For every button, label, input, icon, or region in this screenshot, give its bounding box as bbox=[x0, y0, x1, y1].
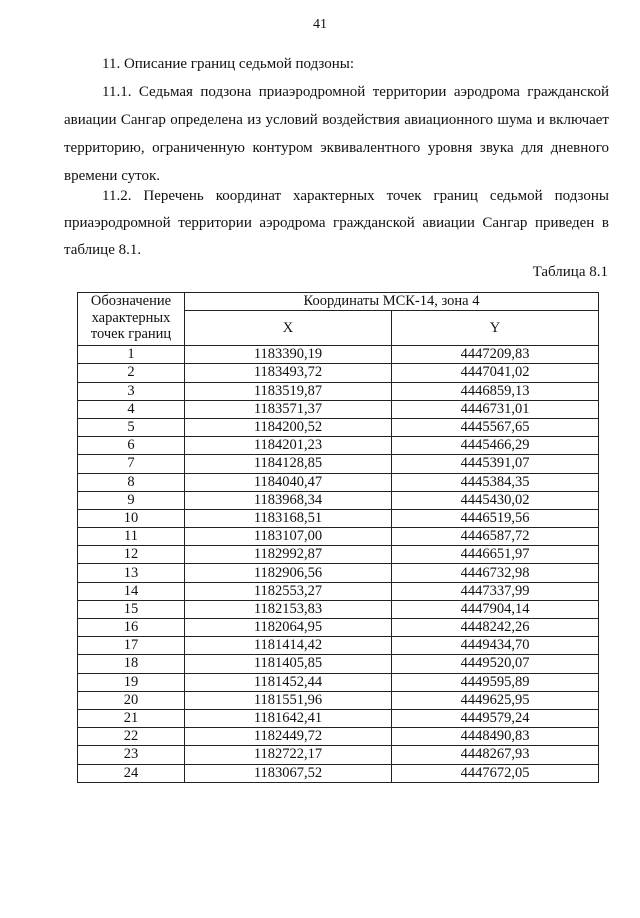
table-row bbox=[78, 637, 599, 655]
x-coordinate-cell: 1183067,52 bbox=[185, 764, 392, 782]
table-row bbox=[78, 709, 599, 727]
point-number-cell: 10 bbox=[78, 509, 185, 527]
point-number-cell: 23 bbox=[78, 746, 185, 764]
para1-line: авиации Сангар определена из условий воздействия авиационного шума и включает bbox=[64, 112, 609, 128]
x-coordinate-cell: 1182153,83 bbox=[185, 600, 392, 618]
x-coordinate-cell: 1181551,96 bbox=[185, 691, 392, 709]
y-coordinate-cell: 4447904,14 bbox=[392, 600, 599, 618]
x-coordinate-cell: 1181405,85 bbox=[185, 655, 392, 673]
page-number: 41 bbox=[313, 17, 327, 32]
heading-text: 11. Описание границ седьмой подзоны: bbox=[102, 56, 354, 72]
table-row bbox=[78, 528, 599, 546]
table-row bbox=[78, 564, 599, 582]
x-coordinate-cell: 1182064,95 bbox=[185, 619, 392, 637]
x-coordinate-cell: 1182992,87 bbox=[185, 546, 392, 564]
x-coordinate-cell: 1181642,41 bbox=[185, 709, 392, 727]
y-coordinate-cell: 4445384,35 bbox=[392, 473, 599, 491]
coordinates-table bbox=[77, 292, 599, 783]
table-row bbox=[78, 491, 599, 509]
y-coordinate-cell: 4447209,83 bbox=[392, 346, 599, 364]
y-coordinate-cell: 4449520,07 bbox=[392, 655, 599, 673]
table-row bbox=[78, 582, 599, 600]
x-coordinate-cell: 1183107,00 bbox=[185, 528, 392, 546]
point-number-cell: 1 bbox=[78, 346, 185, 364]
y-coordinate-cell: 4447672,05 bbox=[392, 764, 599, 782]
y-coordinate-cell: 4447337,99 bbox=[392, 582, 599, 600]
point-number-cell: 20 bbox=[78, 691, 185, 709]
table-row bbox=[78, 509, 599, 527]
point-number-cell: 6 bbox=[78, 437, 185, 455]
y-coordinate-cell: 4449434,70 bbox=[392, 637, 599, 655]
y-coordinate-cell: 4445391,07 bbox=[392, 455, 599, 473]
x-coordinate-cell: 1184201,23 bbox=[185, 437, 392, 455]
point-number-cell: 5 bbox=[78, 418, 185, 436]
x-coordinate-cell: 1184128,85 bbox=[185, 455, 392, 473]
point-number-cell: 19 bbox=[78, 673, 185, 691]
table-row bbox=[78, 455, 599, 473]
table-row bbox=[78, 655, 599, 673]
y-coordinate-cell: 4446731,01 bbox=[392, 400, 599, 418]
x-coordinate-cell: 1183168,51 bbox=[185, 509, 392, 527]
para2-line: 11.2. Перечень координат характерных точек границ седьмой подзоны bbox=[102, 188, 609, 204]
table-row bbox=[78, 437, 599, 455]
point-number-cell: 8 bbox=[78, 473, 185, 491]
x-coordinate-cell: 1183571,37 bbox=[185, 400, 392, 418]
x-coordinate-cell: 1182449,72 bbox=[185, 728, 392, 746]
y-coordinate-cell: 4446587,72 bbox=[392, 528, 599, 546]
point-number-cell: 22 bbox=[78, 728, 185, 746]
x-coordinate-cell: 1182906,56 bbox=[185, 564, 392, 582]
point-number-cell: 14 bbox=[78, 582, 185, 600]
table-row bbox=[78, 382, 599, 400]
point-number-cell: 17 bbox=[78, 637, 185, 655]
x-coordinate-cell: 1184200,52 bbox=[185, 418, 392, 436]
y-coordinate-cell: 4446651,97 bbox=[392, 546, 599, 564]
point-number-cell: 4 bbox=[78, 400, 185, 418]
y-coordinate-cell: 4448267,93 bbox=[392, 746, 599, 764]
table-row bbox=[78, 346, 599, 364]
para1-line: 11.1. Седьмая подзона приаэродромной территории аэродрома гражданской bbox=[102, 84, 609, 100]
x-coordinate-cell: 1183390,19 bbox=[185, 346, 392, 364]
point-number-cell: 9 bbox=[78, 491, 185, 509]
y-coordinate-cell: 4448490,83 bbox=[392, 728, 599, 746]
table-row bbox=[78, 546, 599, 564]
table-row bbox=[78, 400, 599, 418]
table-row bbox=[78, 600, 599, 618]
y-coordinate-cell: 4446732,98 bbox=[392, 564, 599, 582]
point-number-cell: 3 bbox=[78, 382, 185, 400]
table-row bbox=[78, 673, 599, 691]
point-number-cell: 13 bbox=[78, 564, 185, 582]
para2-line: приаэродромной территории аэродрома гражданской авиации Сангар приведен в bbox=[64, 215, 609, 231]
y-coordinate-cell: 4449579,24 bbox=[392, 709, 599, 727]
x-coordinate-cell: 1184040,47 bbox=[185, 473, 392, 491]
point-number-cell: 11 bbox=[78, 528, 185, 546]
y-coordinate-cell: 4446519,56 bbox=[392, 509, 599, 527]
table-row bbox=[78, 764, 599, 782]
y-coordinate-cell: 4445567,65 bbox=[392, 418, 599, 436]
table-row bbox=[78, 473, 599, 491]
y-coordinate-cell: 4449625,95 bbox=[392, 691, 599, 709]
y-coordinate-cell: 4448242,26 bbox=[392, 619, 599, 637]
y-coordinate-cell: 4447041,02 bbox=[392, 364, 599, 382]
table-caption: Таблица 8.1 bbox=[532, 264, 608, 280]
point-number-cell: 2 bbox=[78, 364, 185, 382]
table-row bbox=[78, 364, 599, 382]
para1-line: территорию, ограниченную контуром эквивалентного уровня звука для дневного bbox=[64, 140, 609, 156]
para2-line: таблице 8.1. bbox=[64, 242, 142, 258]
point-number-cell: 15 bbox=[78, 600, 185, 618]
x-coordinate-cell: 1181452,44 bbox=[185, 673, 392, 691]
table-row bbox=[78, 619, 599, 637]
y-coordinate-cell: 4445466,29 bbox=[392, 437, 599, 455]
point-number-cell: 18 bbox=[78, 655, 185, 673]
y-coordinate-cell: 4445430,02 bbox=[392, 491, 599, 509]
header-y: Y bbox=[392, 311, 599, 346]
header-x: X bbox=[185, 311, 392, 346]
point-number-cell: 12 bbox=[78, 546, 185, 564]
table-row bbox=[78, 728, 599, 746]
table-row bbox=[78, 746, 599, 764]
point-number-cell: 24 bbox=[78, 764, 185, 782]
x-coordinate-cell: 1183968,34 bbox=[185, 491, 392, 509]
point-number-cell: 16 bbox=[78, 619, 185, 637]
para1-line: времени суток. bbox=[64, 168, 161, 184]
x-coordinate-cell: 1182722,17 bbox=[185, 746, 392, 764]
y-coordinate-cell: 4449595,89 bbox=[392, 673, 599, 691]
y-coordinate-cell: 4446859,13 bbox=[392, 382, 599, 400]
table-row bbox=[78, 691, 599, 709]
x-coordinate-cell: 1183519,87 bbox=[185, 382, 392, 400]
x-coordinate-cell: 1181414,42 bbox=[185, 637, 392, 655]
header-coordinates: Координаты МСК-14, зона 4 bbox=[185, 293, 599, 311]
point-number-cell: 7 bbox=[78, 455, 185, 473]
x-coordinate-cell: 1183493,72 bbox=[185, 364, 392, 382]
x-coordinate-cell: 1182553,27 bbox=[185, 582, 392, 600]
table-row bbox=[78, 418, 599, 436]
point-number-cell: 21 bbox=[78, 709, 185, 727]
header-point-label: Обозначение характерных точек границ bbox=[78, 293, 185, 346]
